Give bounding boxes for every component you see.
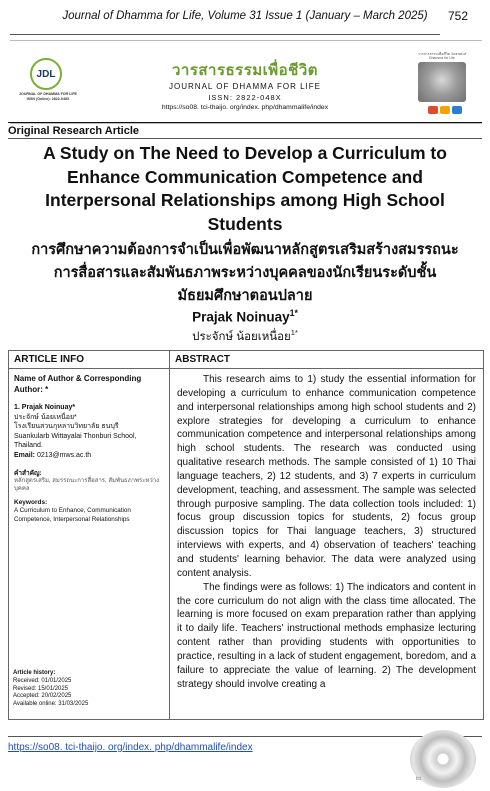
author-name-th: ประจักษ์ น้อยเหนื่อย [192,331,291,343]
school-english: Suankularb Wittayalai Thonburi School, Thailand. [14,432,137,450]
cover-image [418,62,466,102]
badge-icon [440,106,450,114]
corresponding-author-label: Name of Author & Corresponding Author: * [14,374,142,394]
cover-caption: วารสารธรรมเพื่อชีวิต Journal of Dhamma for Life [417,52,467,60]
logo-caption: JOURNAL OF DHAMMA FOR LIFE ISSN (Online): 2822-048X [19,92,77,101]
keywords-thai-label: คำสำคัญ: [14,469,42,477]
article-title-english: A Study on The Need to Develop a Curriculum to Enhance Communication Competence and Interpersonal Relationships among High School Students [43,143,447,234]
badge-icon [428,106,438,114]
journal-name-english: JOURNAL OF DHAMMA FOR LIFE [169,82,321,91]
badge-icon [452,106,462,114]
author-name: Prajak Noinuay [192,309,290,325]
journal-name-thai: วารสารธรรมเพื่อชีวิต [171,62,319,79]
article-type-label: Original Research Article [8,125,140,137]
school-thai: โรงเรียนสวนกุหลาบวิทยาลัย ธนบุรี [14,423,119,431]
article-type-rule [8,138,482,139]
email-label: Email: [14,451,36,459]
author-name-english [0,308,490,325]
email-address[interactable]: 0213@mws.ac.th [36,451,92,459]
author-email [14,451,164,461]
article-info-panel [8,350,170,720]
jdl-logo-icon: JDL [30,58,62,90]
tci-logo: tci [416,776,421,782]
page-number: 752 [447,9,468,23]
keywords-english: A Curriculum to Enhance, Communication Competence, Interpersonal Relationships [14,507,131,523]
journal-url[interactable]: https://so08. tci-thaijo. org/index. php/dhammalife/index [161,104,329,111]
abstract-paragraph: This research aims to 1) study the essential information for developing a curriculum to enhance communication competence and interpersonal relationships among high school students and 2) explore strategies for developing a curriculum to enhance communication competence and interpersonal relationships among high school students. The research was conducted using qualitative research methods. The sample consisted of 1) 10 Thai language teachers, 2) 12 students, and 3) 7 experts in curriculum development, teaching, and assessment. The sample was selected through purposive sampling. The data collection tools included: 1) focus group discussion topics for students, 2) focus group discussion topics for Thai language teachers, 3) structured interviews with experts, and 4) observation of teachers' teaching and students' learning behavior. The data were analyzed using content analysis. [177,374,476,579]
masthead-rule [8,122,482,123]
author-list-item: 1. Prajak Noinuay* [14,404,76,411]
footer-rule [8,736,482,737]
author-name-thai [0,328,490,346]
abstract-panel [169,350,484,720]
keywords-thai: หลักสูตรเสริม, สมรรถนะการสื่อสาร, สัมพันธภาพระหว่างบุคคล [14,478,160,492]
abstract-body [170,369,483,691]
history-label: Article history: [13,670,56,676]
abstract-heading: ABSTRACT [170,351,483,369]
footer-journal-link[interactable]: https://so08. tci-thaijo. org/index. php/dhammalife/index [8,742,253,753]
running-header: Journal of Dhamma for Life, Volume 31 Issue 1 (January – March 2025) [62,10,428,22]
article-history [13,670,163,709]
header-rule [10,34,440,35]
abstract-paragraph: The findings were as follows: 1) The indicators and content in the core curriculum do not align with the class time allocated. The learning is more focused on exam preparation rather than applying it to daily life. Teachers' instructional methods emphasize lecturing content rather than providing students with opportunities to practice, resulting in a lack of student engagement, boredom, and a failure to appreciate the value of learning. 2) The development strategy should involve creating a [177,581,476,690]
author-thai-name: ประจักษ์ น้อยเหนื่อย* [14,413,77,421]
online-date: Available online: 31/03/2025 [13,701,89,708]
journal-issn: ISSN: 2822-048X [208,93,282,102]
journal-cover-thumbnail [412,52,472,118]
received-date: Received: 01/01/2025 [13,677,72,684]
article-info-body [9,369,169,527]
keywords-label: Keywords: [14,498,48,506]
author-affiliation-mark-th: 1* [290,328,298,338]
author-affiliation-mark: 1* [289,308,298,318]
revised-date: Revised: 15/01/2025 [13,685,69,692]
accepted-date: Accepted: 20/02/2025 [13,693,72,700]
article-info-heading: ARTICLE INFO [9,351,169,369]
article-title-thai: การศึกษาความต้องการจำเป็นเพื่อพัฒนาหลักสูตรเสริมสร้างสมรรถนะการสื่อสารและสัมพันธภาพระหว่างบุคคลของนักเรียนระดับชั้นมัธยมศึกษาตอนปลาย [31,242,459,304]
